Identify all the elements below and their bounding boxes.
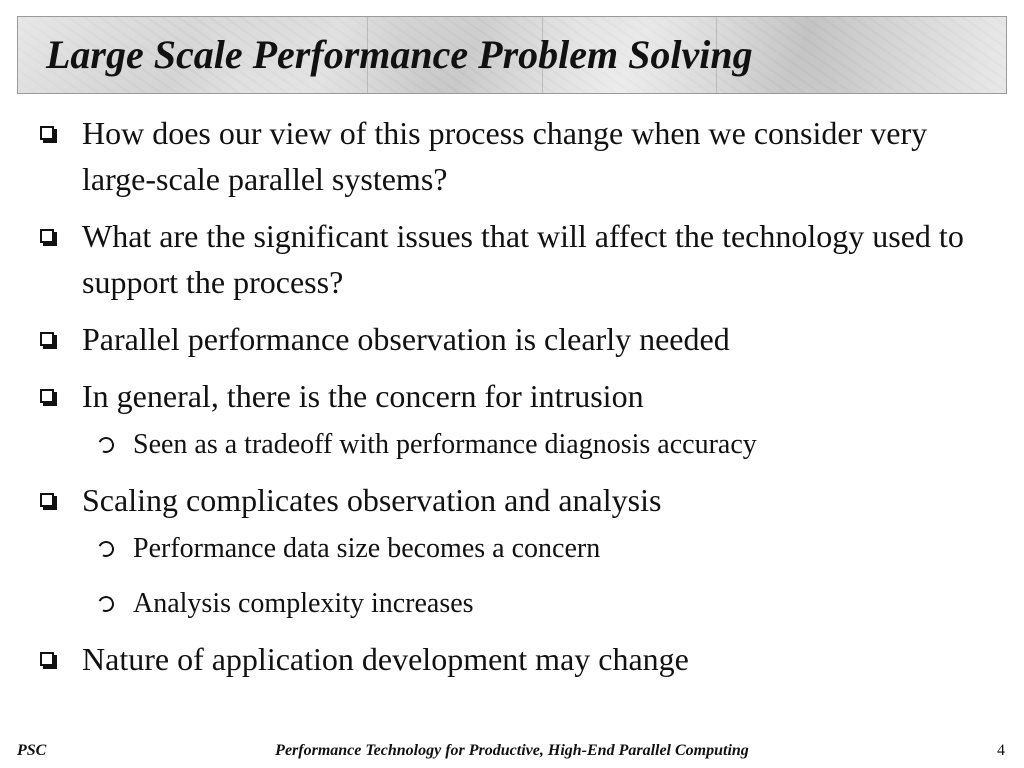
bullet-text: How does our view of this process change when we consider very large-scale parallel systems? <box>82 115 928 197</box>
sub-bullet-text: Seen as a tradeoff with performance diagnosis accuracy <box>133 429 757 460</box>
bullet-item <box>0 213 1024 305</box>
hollow-square-bullet-icon <box>40 389 54 403</box>
footer-page-number: 4 <box>997 742 1005 759</box>
bullet-item <box>0 316 1024 362</box>
sub-bullet-text: Analysis complexity increases <box>133 588 474 619</box>
hollow-square-bullet-icon <box>40 493 54 507</box>
hollow-circle-bullet-icon <box>96 594 117 615</box>
hollow-square-bullet-icon <box>40 332 54 346</box>
bullet-text: Nature of application development may change <box>82 641 689 677</box>
slide-title: Large Scale Performance Problem Solving <box>46 32 753 77</box>
bullet-text: Parallel performance observation is clearly needed <box>82 321 730 357</box>
footer-org-label: PSC <box>17 742 47 759</box>
hollow-square-bullet-icon <box>40 126 54 140</box>
bullet-text: Scaling complicates observation and analysis <box>82 482 662 518</box>
sub-bullet-item <box>0 529 1024 569</box>
hollow-square-bullet-icon <box>40 229 54 243</box>
hollow-circle-bullet-icon <box>96 539 117 560</box>
title-banner <box>17 16 1007 94</box>
sub-bullet-text: Performance data size becomes a concern <box>133 533 601 564</box>
bullet-item <box>0 110 1024 202</box>
bullet-list <box>0 110 1024 693</box>
bullet-item <box>0 477 1024 523</box>
hollow-circle-bullet-icon <box>96 435 117 456</box>
bullet-text: In general, there is the concern for intrusion <box>82 378 644 414</box>
slide-footer <box>0 738 1024 764</box>
hollow-square-bullet-icon <box>40 652 54 666</box>
sub-bullet-item <box>0 584 1024 624</box>
bullet-item <box>0 636 1024 682</box>
bullet-item <box>0 373 1024 419</box>
sub-bullet-item <box>0 425 1024 465</box>
bullet-text: What are the significant issues that will affect the technology used to support the process? <box>82 218 964 300</box>
footer-presentation-title: Performance Technology for Productive, High-End Parallel Computing <box>275 742 749 759</box>
